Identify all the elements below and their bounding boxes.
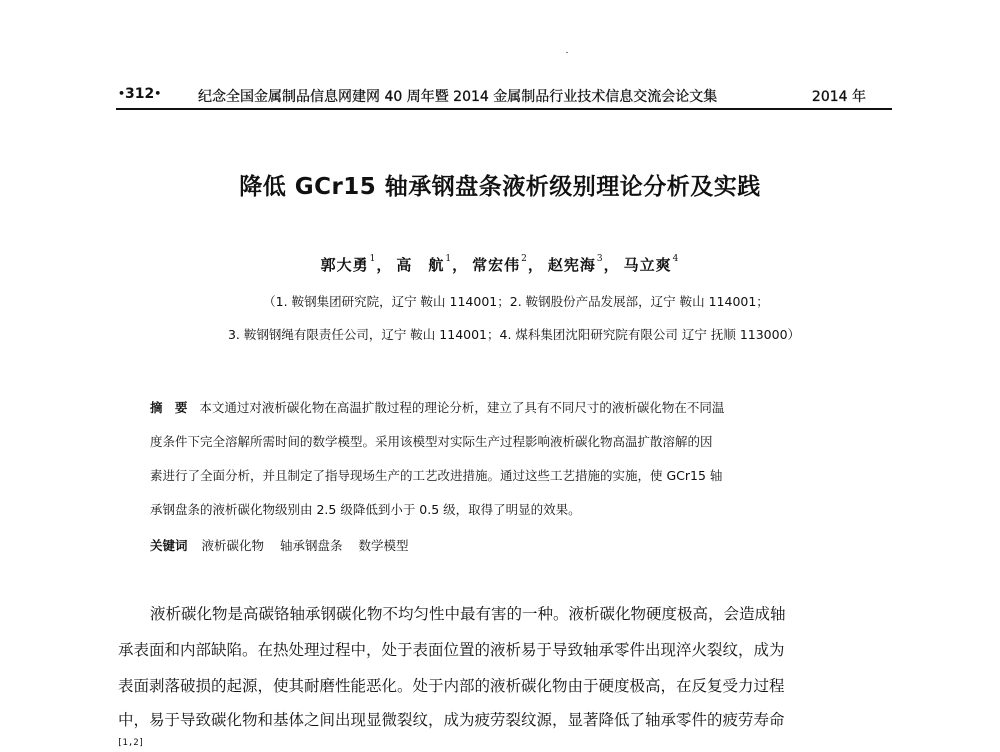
body-line-2: 承表面和内部缺陷。在热处理过程中，处于表面位置的液析易于导致轴承零件出现淬火裂纹，成为: [118, 641, 785, 659]
author-4: [548, 254, 604, 275]
abstract-text: 本文通过对液析碳化物在高温扩散过程的理论分析，建立了具有不同尺寸的液析碳化物在不同温: [199, 400, 725, 415]
author-affil-mark: 1: [445, 254, 453, 264]
author-affil-mark: 4: [672, 254, 680, 264]
affiliation-line-2: 3. 鞍钢钢绳有限责任公司，辽宁 鞍山 114001；4. 煤科集团沈阳研究院有限公司 辽宁 抚顺 113000）: [227, 327, 801, 342]
abstract-label: 摘 要: [150, 400, 192, 415]
body-line-4: 中，易于导致碳化物和基体之间出现显微裂纹，成为疲劳裂纹源，显著降低了轴承零件的疲劳寿命: [118, 711, 785, 729]
page-number-value: 312: [125, 86, 155, 102]
paper-title: 降低 GCr15 轴承钢盘条液析级别理论分析及实践: [239, 174, 761, 200]
bullet-left: •: [118, 87, 126, 100]
abstract-line-2: 度条件下完全溶解所需时间的数学模型。采用该模型对实际生产过程影响液析碳化物高温扩散溶解的因: [150, 434, 713, 449]
author-name: 郭大勇: [320, 256, 369, 274]
keyword-item: 数学模型: [358, 538, 409, 553]
author-affil-mark: 1: [369, 254, 377, 264]
header-rule: [116, 108, 892, 110]
author-separator: ，: [527, 256, 544, 274]
author-name: 马立爽: [623, 256, 672, 274]
keyword-item: 液析碳化物: [201, 538, 265, 553]
running-header: [118, 86, 894, 108]
author-3: [472, 254, 528, 275]
abstract-line-3: 素进行了全面分析，并且制定了指导现场生产的工艺改进措施。通过这些工艺措施的实施，使 GCr15 轴: [150, 468, 723, 483]
proceedings-title: 纪念全国金属制品信息网建网 40 周年暨 2014 金属制品行业技术信息交流会论文集: [198, 89, 718, 105]
author-name: 赵宪海: [547, 256, 596, 274]
author-2: [396, 254, 452, 275]
body-line-1: 液析碳化物是高碳铬轴承钢碳化物不均匀性中最有害的一种。液析碳化物硬度极高，会造成轴: [150, 605, 786, 623]
keywords-label: 关键词: [150, 538, 188, 553]
author-separator: ，: [376, 256, 393, 274]
citation-ref: [1,2]: [117, 738, 145, 748]
author-name: 高 航: [396, 256, 445, 274]
keywords: [150, 536, 425, 554]
author-separator: ，: [603, 256, 620, 274]
header-year: 2014 年: [811, 89, 866, 105]
author-affil-mark: 2: [521, 254, 528, 264]
page-number: [118, 86, 161, 102]
scan-speck: [566, 52, 568, 53]
abstract-line-1: [150, 398, 724, 416]
affiliation-line-1: （1. 鞍钢集团研究院，辽宁 鞍山 114001；2. 鞍钢股份产品发展部，辽宁 鞍山 114001；: [263, 294, 769, 309]
keyword-item: 轴承钢盘条: [280, 538, 343, 553]
author-5: [624, 254, 680, 275]
abstract-line-4: 承钢盘条的液析碳化物级别由 2.5 级降低到小于 0.5 级，取得了明显的效果。: [150, 502, 581, 517]
author-1: [321, 254, 377, 275]
body-line-3: 表面剥落破损的起源，使其耐磨性能恶化。处于内部的液析碳化物由于硬度极高，在反复受力过程: [118, 677, 785, 695]
author-name: 常宏伟: [472, 256, 521, 274]
author-separator: ，: [452, 256, 469, 274]
author-list: [0, 254, 1000, 275]
bullet-right: •: [154, 87, 162, 100]
author-affil-mark: 3: [596, 254, 604, 264]
